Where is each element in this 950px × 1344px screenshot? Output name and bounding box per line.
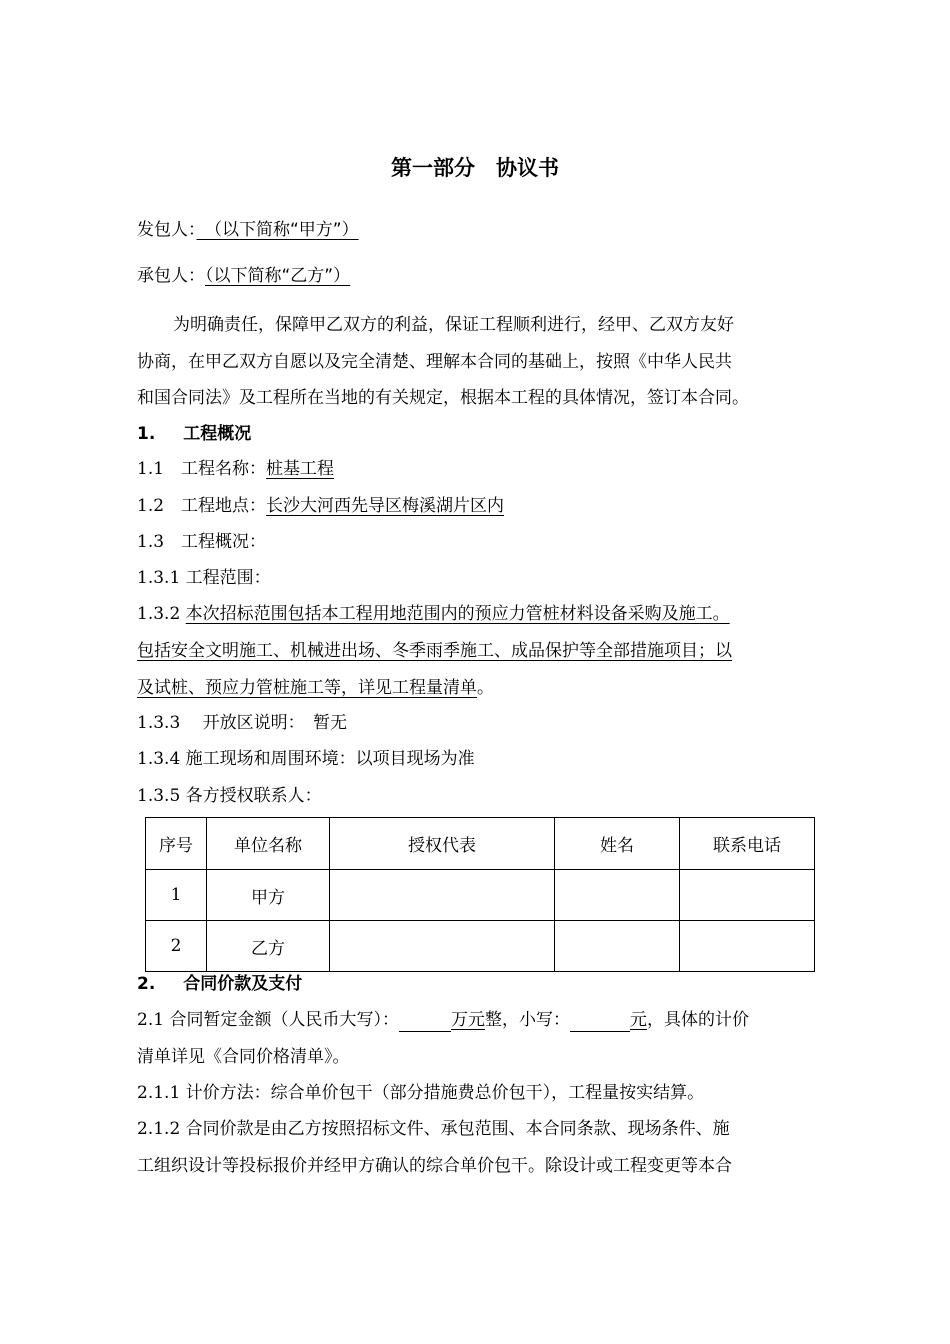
scope-detail-line-1 <box>137 602 730 626</box>
contacts-table <box>145 817 815 972</box>
employer-line <box>137 218 359 242</box>
project-name-line <box>137 457 334 481</box>
contract-price-line-2: 工组织设计等投标报价并经甲方确认的综合单价包干。除设计或工程变更等本合 <box>137 1156 732 1176</box>
scope-detail-line-3 <box>137 676 494 700</box>
amount-prefix: 2.1 合同暂定金额（人民币大写）： <box>137 1010 399 1030</box>
section-1-heading <box>137 422 251 446</box>
header-phone: 联系电话 <box>680 818 815 870</box>
intro-line-2: 协商，在甲乙双方自愿以及完全清楚、理解本合同的基础上，按照《中华人民共 <box>137 352 732 372</box>
amount-unit-wan: 万元 <box>450 1010 485 1030</box>
contacts-line: 1.3.5 各方授权联系人： <box>137 786 322 806</box>
row-2-phone[interactable] <box>680 921 815 972</box>
table-row <box>146 870 815 921</box>
scope-detail-text-1: 本次招标范围包括本工程用地范围内的预应力管桩材料设备采购及施工。 <box>185 604 730 624</box>
contract-price-line-1: 2.1.2 合同价款是由乙方按照招标文件、承包范围、本合同条款、现场条件、施 <box>137 1119 730 1139</box>
row-1-unit: 甲方 <box>207 870 330 921</box>
row-1-representative[interactable] <box>330 870 555 921</box>
header-unit: 单位名称 <box>207 818 330 870</box>
intro-line-3: 和国合同法》及工程所在当地的有关规定，根据本工程的具体情况，签订本合同。 <box>137 388 749 408</box>
section-2-title: 合同价款及支付 <box>183 974 303 994</box>
row-2-name[interactable] <box>555 921 680 972</box>
table-header-row <box>146 818 815 870</box>
amount-figure-blank[interactable] <box>570 1011 630 1032</box>
open-area-line: 1.3.3 开放区说明： 暂无 <box>137 713 348 733</box>
amount-mid: 整，小写： <box>484 1010 570 1030</box>
project-location-label: 1.2 工程地点： <box>137 496 267 516</box>
header-name: 姓名 <box>555 818 680 870</box>
contract-amount-line <box>137 1008 749 1032</box>
section-2-number: 2. <box>137 974 156 994</box>
page-title: 第一部分 协议书 <box>391 156 559 180</box>
header-representative: 授权代表 <box>330 818 555 870</box>
contractor-line <box>137 264 350 288</box>
amount-words-blank[interactable] <box>399 1011 451 1032</box>
scope-line: 1.3.1 工程范围： <box>137 568 271 588</box>
intro-line-1: 为明确责任，保障甲乙双方的利益，保证工程顺利进行，经甲、乙双方友好 <box>173 315 734 335</box>
contract-amount-line-2: 清单详见《合同价格清单》。 <box>137 1047 350 1067</box>
project-name-value: 桩基工程 <box>266 459 335 479</box>
employer-label: 发包人： <box>137 220 197 240</box>
section-2-heading <box>137 972 302 996</box>
project-overview-line: 1.3 工程概况： <box>137 532 267 552</box>
row-1-name[interactable] <box>555 870 680 921</box>
table-row <box>146 921 815 972</box>
project-name-label: 1.1 工程名称： <box>137 459 267 479</box>
scope-detail-end: 。 <box>477 678 494 698</box>
row-1-phone[interactable] <box>680 870 815 921</box>
scope-detail-text-3: 及试桩、预应力管桩施工等，详见工程量清单 <box>137 678 477 698</box>
amount-unit-yuan: 元 <box>629 1010 647 1030</box>
contractor-value: （以下简称“乙方”） <box>205 266 351 286</box>
scope-detail-line-2: 包括安全文明施工、机械进出场、冬季雨季施工、成品保护等全部措施项目；以 <box>137 641 732 661</box>
row-2-index: 2 <box>146 921 207 972</box>
section-1-number: 1. <box>137 424 156 444</box>
employer-value: （以下简称“甲方”） <box>196 220 359 240</box>
row-2-unit: 乙方 <box>207 921 330 972</box>
amount-suffix: ，具体的计价 <box>646 1010 749 1030</box>
row-1-index: 1 <box>146 870 207 921</box>
contractor-label: 承包人： <box>137 266 205 286</box>
pricing-method-line: 2.1.1 计价方法：综合单价包干（部分措施费总价包干），工程量按实结算。 <box>137 1083 705 1103</box>
section-1-title: 工程概况 <box>183 424 252 444</box>
header-index: 序号 <box>146 818 207 870</box>
site-line: 1.3.4 施工现场和周围环境：以项目现场为准 <box>137 749 475 769</box>
scope-detail-label: 1.3.2 <box>137 604 186 624</box>
row-2-representative[interactable] <box>330 921 555 972</box>
project-location-line <box>137 494 504 518</box>
project-location-value: 长沙大河西先导区梅溪湖片区内 <box>266 496 505 516</box>
